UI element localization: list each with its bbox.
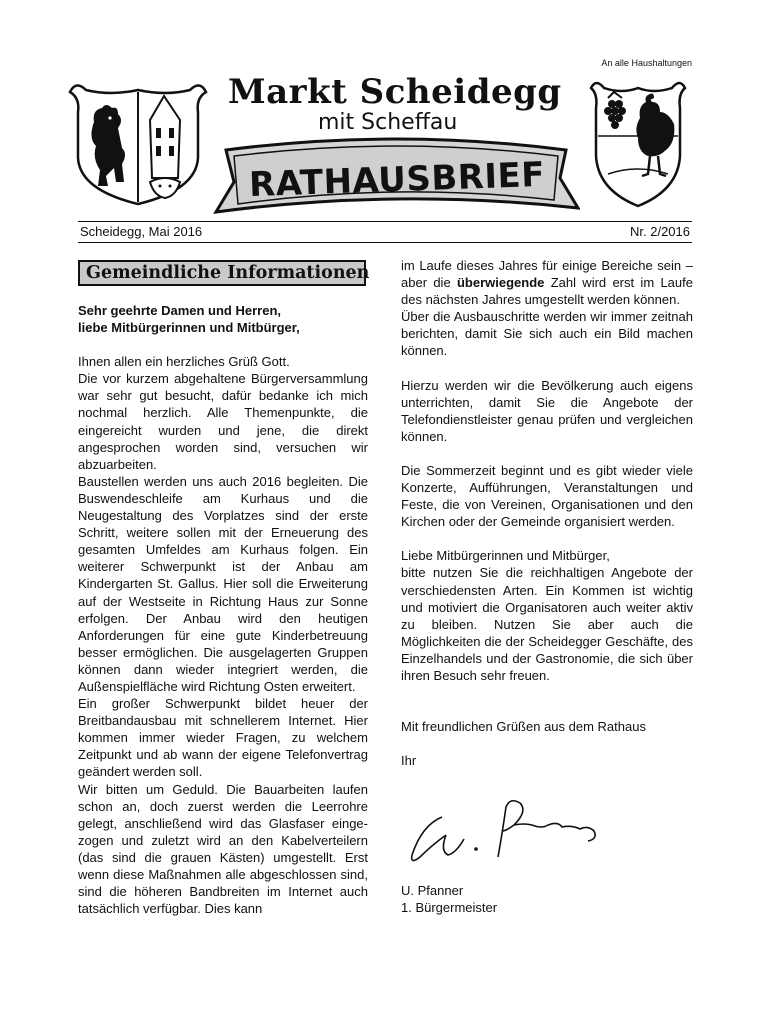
dateline (80, 224, 690, 239)
signer-role: 1. Bürgermeister (401, 900, 498, 916)
paragraph-intro: Ihnen allen ein herzliches Grüß Gott. (78, 354, 290, 370)
signature-block (401, 882, 693, 916)
paragraph-updates: Über die Ausbauschritte werden wir immer zeitnah berichten, damit Sie sich auch ein Bild machen können. (401, 309, 693, 359)
continuation-bold: überwiegende (456, 275, 545, 291)
header-rule-bottom (78, 242, 692, 243)
right-column (401, 257, 693, 769)
issue-number: Nr. 2/2016 (630, 224, 690, 239)
continuation-text-a: im Laufe dieses Jahres für einige Bereiche sein – aber die (401, 258, 693, 291)
paragraph-construction: Baustellen werden uns auch 2016 begleiten. Die Buswendeschleife am Kurhaus und die Neugestaltung des Vorplatzes sind der erste Schritt, weitere sollen mit der Erneuerung des gesamten Umfeldes am Kurhaus folgen. Ein weiterer Schwerpunkt ist der Anbau am Kindergarten St. Gallus. Hier soll die Erweiterung auf der Westseite in Richtung Haus zur Sonne erfolgen. Der Anbau wird den heutigen Anforderungen für eine gute Kinderbetreuung besser ermöglichen. Die ausgelagerten Gruppen können dann wieder integriert werden, die Außenspielfläche wird Richtung Osten erweitert. (78, 473, 368, 694)
paragraph-summer: Die Sommerzeit beginnt und es gibt wieder viele Konzerte, Aufführungen, Veranstaltungen und Feste, die von Vereinen, Organisationen und den Kirchen oder der Gemeinde organisiert werden. (401, 462, 693, 530)
header-rule-top (78, 221, 692, 222)
signer-name: U. Pfanner (401, 883, 464, 898)
paragraph-providers: Hierzu werden wir die Bevölkerung auch eigens unterrichten, damit Sie die Angebote der Telefondienstleister genau prüfen und vergleichen können. (401, 377, 693, 444)
page-title: Markt Scheidegg (228, 72, 562, 112)
greeting-line-1: Sehr geehrte Damen und Herren, (78, 303, 281, 318)
coat-of-arms-left-icon (66, 78, 211, 206)
paragraph-offers: bitte nutzen Sie die reichhaltigen Angebote der verschiedensten Arten. Ein Kommen ist wichtig und motiviert die Organisatoren auch weiter aktiv zu bleiben. Nutzen Sie aber auch die Möglichkeiten die der Scheidegger Geschäfte, des Einzelhandels und der Gastronomie, die sich über ihren Besuch sehr freuen. (401, 565, 693, 683)
greeting-line-2: liebe Mitbürgerinnen und Mitbürger, (78, 320, 300, 336)
place-date: Scheidegg, Mai 2016 (80, 224, 203, 239)
paragraph-address: Liebe Mitbürgerinnen und Mitbürger, (401, 548, 610, 564)
banner-title: RATHAUSBRIEF (248, 154, 546, 206)
continuation-text-b: Zahl wird erst im Laufe des nächsten Jahres umgestellt werden können. (401, 275, 693, 308)
paragraph-continuation (401, 257, 693, 308)
signature-icon (402, 795, 612, 875)
top-note: An alle Haushaltungen (601, 58, 692, 68)
page-subtitle: mit Scheffau (318, 110, 458, 135)
left-column (78, 302, 368, 917)
section-title: Gemeindliche Informationen (86, 263, 370, 283)
coat-of-arms-right-icon (588, 78, 688, 208)
paragraph-assembly: Die vor kurzem abgehaltene Bürgerversammlung war sehr gut besucht, dafür bedanke ich mich nochmal herzlich. Alle Themenpunkte, die eingereicht wurden und jene, die direkt angesprochen worden sind, versuchen wir abzuarbeiten. (78, 371, 368, 472)
paragraph-patience: Wir bitten um Geduld. Die Bauarbeiten laufen schon an, doch zuerst werden die Leerrohre gelegt, anschließend wird das Glasfaser eingezogen und zuletzt wird an den Kabelverteilern (das sind die grauen Kästen) umgestellt. Erst wenn diese Maßnahmen alle abgeschlossen sind, sind die höheren Bandbreiten im Internet auch tatsächlich verfügbar. Dies kann (78, 781, 368, 917)
paragraph-broadband: Ein großer Schwerpunkt bildet heuer der Breitbandausbau mit schnellerem Internet. Hier kommen immer wieder Fragen, zu welchem Zeitpunkt und ab wann der eigene Telefonvertrag geändert werden soll. (78, 696, 368, 780)
closing-line: Mit freundlichen Grüßen aus dem Rathaus (401, 719, 646, 735)
closing-ihr: Ihr (401, 753, 417, 769)
